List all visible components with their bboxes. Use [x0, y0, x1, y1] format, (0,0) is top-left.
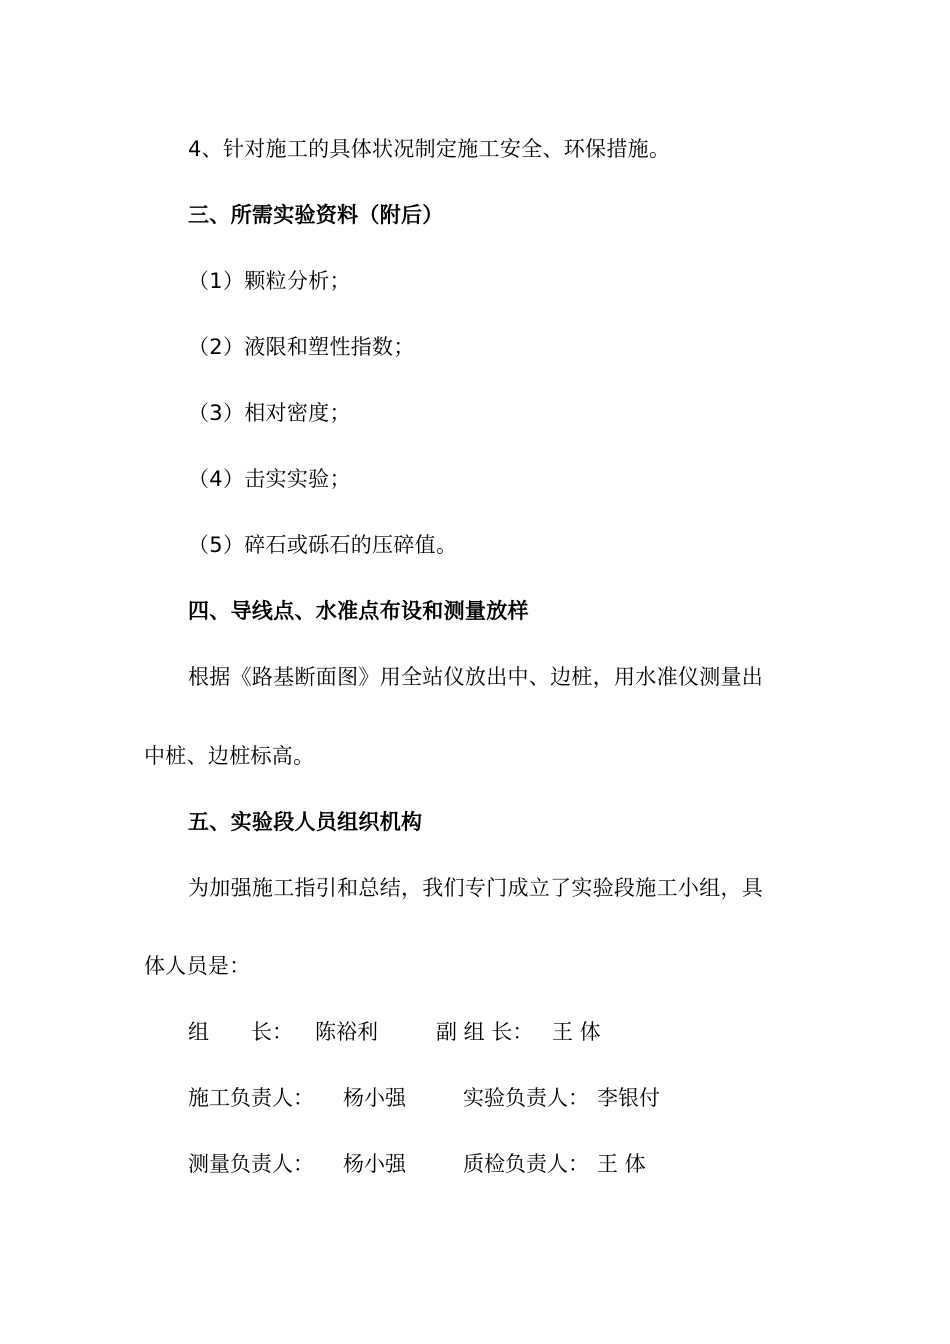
- staff-label-leader: 组 长：: [188, 1020, 293, 1044]
- list-item-5: （5）碎石或砾石的压碎值。: [188, 533, 458, 557]
- staff-label-testing: 实验负责人：: [463, 1086, 589, 1110]
- paragraph-team-line2: 体人员是：: [144, 954, 251, 978]
- list-item-3: （3）相对密度；: [188, 401, 351, 425]
- paragraph-safety-measures: 4、针对施工的具体状况制定施工安全、环保措施。: [188, 137, 671, 161]
- list-item-2: （2）液限和塑性指数；: [188, 335, 415, 359]
- list-item-4: （4）击实实验；: [188, 467, 351, 491]
- paragraph-survey-line2: 中桩、边桩标高。: [144, 744, 315, 768]
- section-heading-5: 五、实验段人员组织机构: [188, 810, 423, 834]
- staff-name-testing: 李银付: [597, 1086, 660, 1110]
- paragraph-team-line1: 为加强施工指引和总结，我们专门成立了实验段施工小组，具: [188, 876, 764, 900]
- staff-label-construction: 施工负责人：: [188, 1086, 314, 1110]
- staff-name-deputy: 王 体: [552, 1020, 601, 1044]
- list-item-1: （1）颗粒分析；: [188, 269, 351, 293]
- staff-name-construction: 杨小强: [343, 1086, 406, 1110]
- staff-name-leader: 陈裕利: [315, 1020, 378, 1044]
- staff-name-quality: 王 体: [597, 1152, 646, 1176]
- staff-label-deputy: 副 组 长：: [436, 1020, 534, 1044]
- staff-name-survey: 杨小强: [343, 1152, 406, 1176]
- staff-label-quality: 质检负责人：: [463, 1152, 589, 1176]
- section-heading-4: 四、导线点、水准点布设和测量放样: [188, 599, 529, 623]
- paragraph-survey-line1: 根据《路基断面图》用全站仪放出中、边桩，用水准仪测量出: [188, 665, 764, 689]
- section-heading-3: 三、所需实验资料（附后）: [188, 203, 444, 227]
- staff-label-survey: 测量负责人：: [188, 1152, 314, 1176]
